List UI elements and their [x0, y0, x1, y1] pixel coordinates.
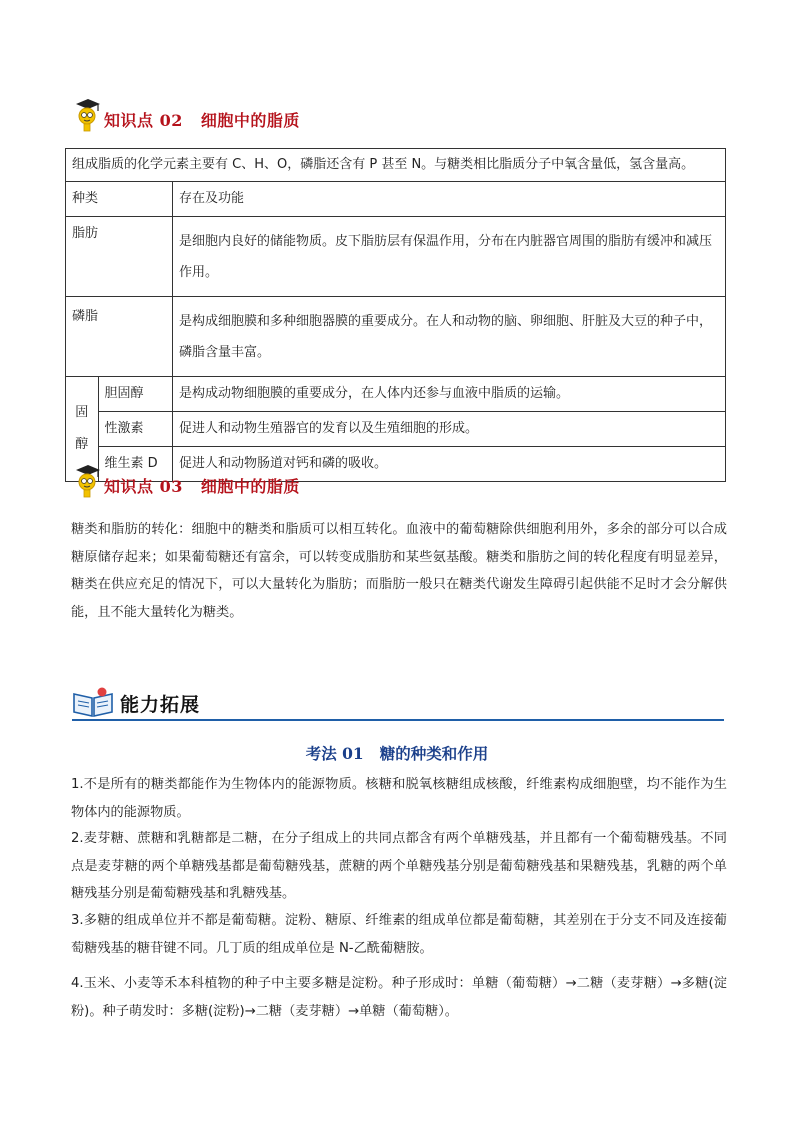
- scholar-mascot-icon: [72, 462, 102, 500]
- table-intro-cell: 组成脂质的化学元素主要有 C、H、O，磷脂还含有 P 甚至 N。与糖类相比脂质分子中氧含量低，氢含量高。: [66, 149, 726, 182]
- table-row: [66, 297, 726, 377]
- heading-label: 知识点 03: [104, 476, 183, 496]
- heading-label: 知识点 02: [104, 110, 183, 130]
- section-divider: [72, 719, 724, 721]
- method-label: 考法 01: [305, 744, 364, 763]
- method-item-1: 1.不是所有的糖类都能作为生物体内的能源物质。核糖和脱氧核糖组成核酸，纤维素构成细胞壁，均不能作为生物体内的能源物质。: [71, 777, 727, 820]
- method-item-3: 3.多糖的组成单位并不都是葡萄糖。淀粉、糖原、纤维素的组成单位都是葡萄糖，其差别在于分支不同及连接葡萄糖残基的糖苷键不同。几丁质的组成单位是 N-乙酰葡糖胺。: [71, 913, 727, 956]
- method-item-2: 2.麦芽糖、蔗糖和乳糖都是二糖，在分子组成上的共同点都含有两个单糖残基，并且都有一个葡萄糖残基。不同点是麦芽糖的两个单糖残基都是葡萄糖残基，蔗糖的两个单糖残基分别是葡萄糖残基和果糖残基，乳糖的两个单糖残基分别是葡萄糖残基和乳糖残基。: [71, 831, 727, 901]
- table-row: [66, 217, 726, 297]
- knowledge-point-02-heading: [72, 95, 300, 135]
- table-row: [66, 412, 726, 447]
- sugar-fat-conversion-paragraph: 糖类和脂肪的转化：细胞中的糖类和脂质可以相互转化。血液中的葡萄糖除供细胞利用外，多余的部分可以合成糖原储存起来；如果葡萄糖还有富余，可以转变成脂肪和某些氨基酸。糖类和脂肪之间的转化程度有明显差异，糖类在供应充足的情况下，可以大量转化为脂肪；而脂肪一般只在糖类代谢发生障碍引起供能不足时才会分解供能，且不能大量转化为糖类。: [71, 522, 727, 620]
- ability-extension-section-header: [72, 684, 724, 724]
- table-row: [66, 377, 726, 412]
- sex-hormone-desc-cell: 促进人和动物生殖器官的发育以及生殖细胞的形成。: [173, 412, 726, 447]
- method-01-title: [0, 742, 794, 764]
- vitamin-d-name-cell: 维生素 D: [98, 447, 172, 482]
- section-title: 能力拓展: [120, 694, 201, 716]
- header-type-cell: 种类: [66, 182, 173, 217]
- phospholipid-desc-cell: 是构成细胞膜和多种细胞器膜的重要成分。在人和动物的脑、卵细胞、肝脏及大豆的种子中，磷脂含量丰富。: [173, 297, 726, 377]
- cholesterol-desc-cell: 是构成动物细胞膜的重要成分，在人体内还参与血液中脂质的运输。: [173, 377, 726, 412]
- method-title-text: 糖的种类和作用: [379, 744, 489, 763]
- method-item-4: 4.玉米、小麦等禾本科植物的种子中主要多糖是淀粉。种子形成时：单糖（葡萄糖）→二糖（麦芽糖）→多糖(淀粉)。种子萌发时：多糖(淀粉)→二糖（麦芽糖）→单糖（葡萄糖）。: [71, 976, 727, 1019]
- vitamin-d-desc-cell: 促进人和动物肠道对钙和磷的吸收。: [173, 447, 726, 482]
- table-row: [66, 149, 726, 182]
- heading-text: [104, 474, 300, 497]
- scholar-mascot-icon: [72, 96, 102, 134]
- heading-title: 细胞中的脂质: [200, 476, 300, 496]
- fat-name-cell: 脂肪: [66, 217, 173, 297]
- sterol-label-1: 固: [75, 405, 89, 420]
- cholesterol-name-cell: 胆固醇: [98, 377, 172, 412]
- open-book-icon: [72, 686, 114, 718]
- knowledge-point-03-heading: [72, 461, 300, 501]
- phospholipid-name-cell: 磷脂: [66, 297, 173, 377]
- heading-title: 细胞中的脂质: [200, 110, 300, 130]
- heading-text: [104, 108, 300, 131]
- header-function-cell: 存在及功能: [173, 182, 726, 217]
- lipid-table: [65, 148, 726, 482]
- table-row: [66, 182, 726, 217]
- fat-desc-cell: 是细胞内良好的储能物质。皮下脂肪层有保温作用，分布在内脏器官周围的脂肪有缓冲和减压作用。: [173, 217, 726, 297]
- sterol-label-2: 醇: [75, 437, 89, 452]
- sex-hormone-name-cell: 性激素: [98, 412, 172, 447]
